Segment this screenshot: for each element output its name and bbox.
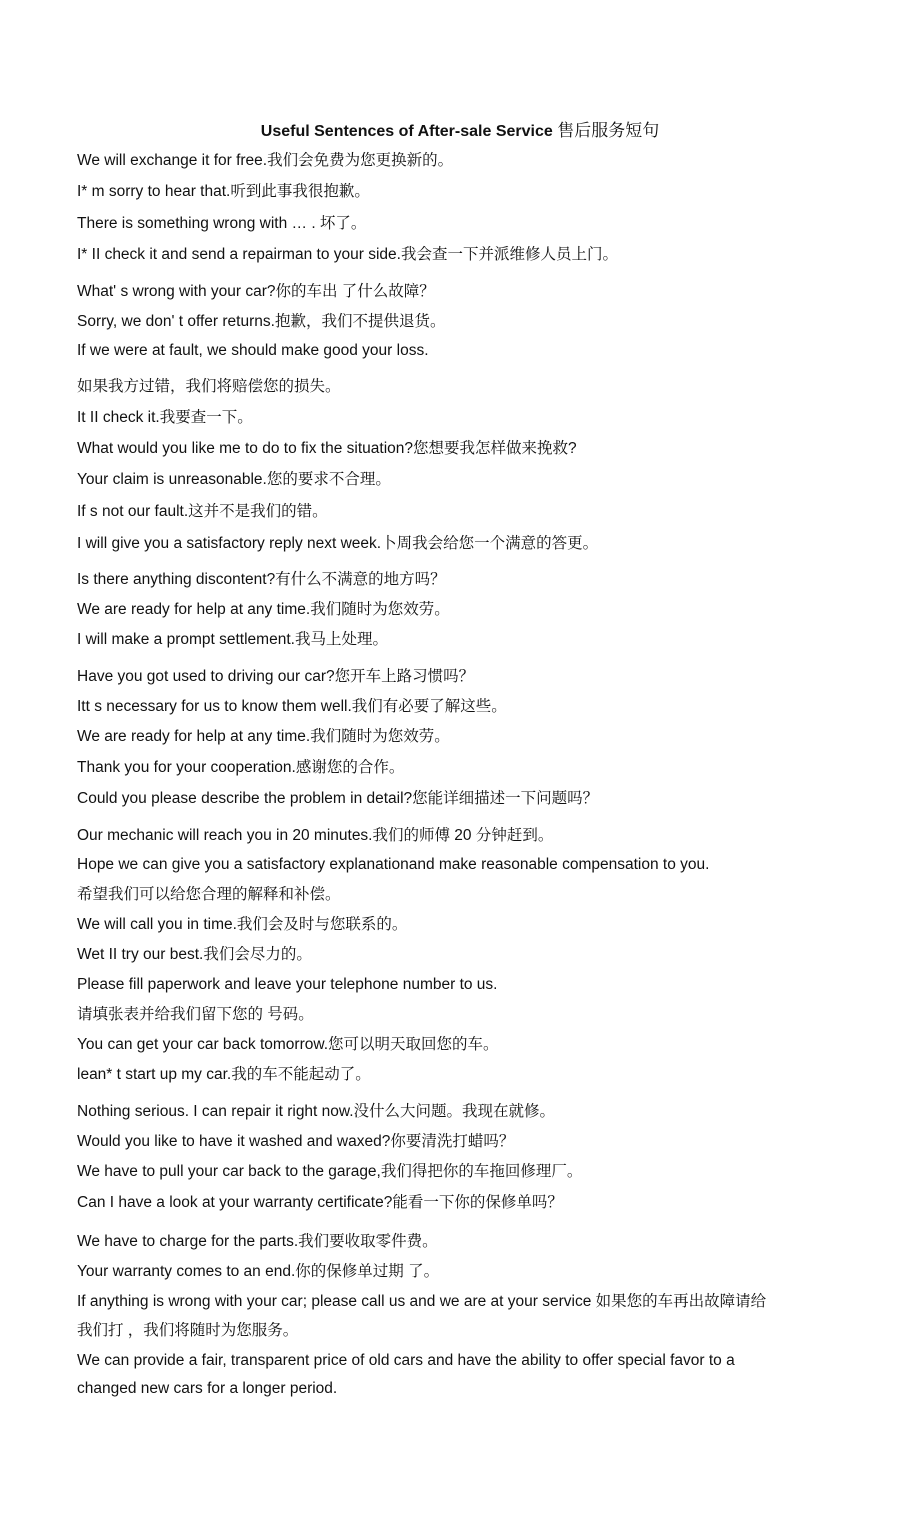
sentence-line: We are ready for help at any time.我们随时为您效劳。 [77,728,450,745]
sentence-line: Nothing serious. I can repair it right now.没什么大问题。我现在就修。 [77,1103,556,1120]
title-chinese: 售后服务短句 [557,121,660,141]
sentence-line: There is something wrong with … . 坏了。 [77,215,367,232]
sentence-line: We will call you in time.我们会及时与您联系的。 [77,916,408,933]
sentence-line: Thank you for your cooperation.感谢您的合作。 [77,759,405,776]
sentence-line: Can I have a look at your warranty certificate?能看一下你的保修单吗？ [77,1194,563,1211]
sentence-line: 如果我方过错，我们将赔偿您的损失。 [77,378,341,395]
sentence-line: 希望我们可以给您合理的解释和补偿。 [77,886,341,903]
sentence-line: lean* t start up my car.我的车不能起动了。 [77,1066,371,1083]
sentence-line: We have to charge for the parts.我们要收取零件费。 [77,1233,438,1250]
sentence-line: changed new cars for a longer period. [77,1380,338,1397]
sentence-line: Please fill paperwork and leave your telephone number to us. [77,976,498,993]
title-english: Useful Sentences of After-sale Service [260,123,553,140]
sentence-line: If anything is wrong with your car; please call us and we are at your service 如果您的车再出故障请给 [77,1293,767,1310]
sentence-line: What would you like me to do to fix the situation?您想要我怎样做来挽救? [77,440,577,457]
sentence-line: Sorry, we don' t offer returns.抱歉，我们不提供退货。 [77,313,446,330]
sentence-line: Your warranty comes to an end.你的保修单过期 了。 [77,1263,440,1280]
sentence-line: Our mechanic will reach you in 20 minutes.我们的师傅 20 分钟赶到。 [77,827,554,844]
sentence-line: What' s wrong with your car?你的车出 了什么故障？ [77,283,435,300]
sentence-line: Could you please describe the problem in detail?您能详细描述一下问题吗？ [77,790,599,807]
sentence-line: Your claim is unreasonable.您的要求不合理。 [77,471,391,488]
sentence-line: We have to pull your car back to the garage,我们得把你的车拖回修理厂。 [77,1163,583,1180]
sentence-line: We are ready for help at any time.我们随时为您效劳。 [77,601,450,618]
sentence-line: If we were at fault, we should make good your loss. [77,342,429,359]
sentence-line: It II check it.我要查一下。 [77,409,253,426]
sentence-line: I will give you a satisfactory reply next week.卜周我会给您一个满意的答更。 [77,535,599,552]
sentence-line: I will make a prompt settlement.我马上处理。 [77,631,388,648]
sentence-line: We will exchange it for free.我们会免费为您更换新的。 [77,152,454,169]
sentence-line: Have you got used to driving our car?您开车上路习惯吗？ [77,668,475,685]
sentence-line: 我们打 ，我们将随时为您服务。 [77,1322,299,1339]
sentence-line: Is there anything discontent?有什么不满意的地方吗？ [77,571,446,588]
sentence-line: If s not our fault.这并不是我们的错。 [77,503,328,520]
sentence-line: Itt s necessary for us to know them well.我们有必要了解这些。 [77,698,507,715]
sentence-line: You can get your car back tomorrow.您可以明天取回您的车。 [77,1036,499,1053]
page-title [0,120,920,143]
sentence-line: Wet II try our best.我们会尽力的。 [77,946,312,963]
sentence-line: I* m sorry to hear that.听到此事我很抱歉。 [77,183,370,200]
sentence-line: We can provide a fair, transparent price of old cars and have the ability to offer special favor to a [77,1352,735,1369]
sentence-line: Would you like to have it washed and waxed?你要清洗打蜡吗？ [77,1133,515,1150]
sentence-line: Hope we can give you a satisfactory explanationand make reasonable compensation to you. [77,856,710,873]
sentence-line: 请填张表并给我们留下您的 号码。 [77,1006,314,1023]
sentence-line: I* II check it and send a repairman to your side.我会查一下并派维修人员上门。 [77,246,618,263]
